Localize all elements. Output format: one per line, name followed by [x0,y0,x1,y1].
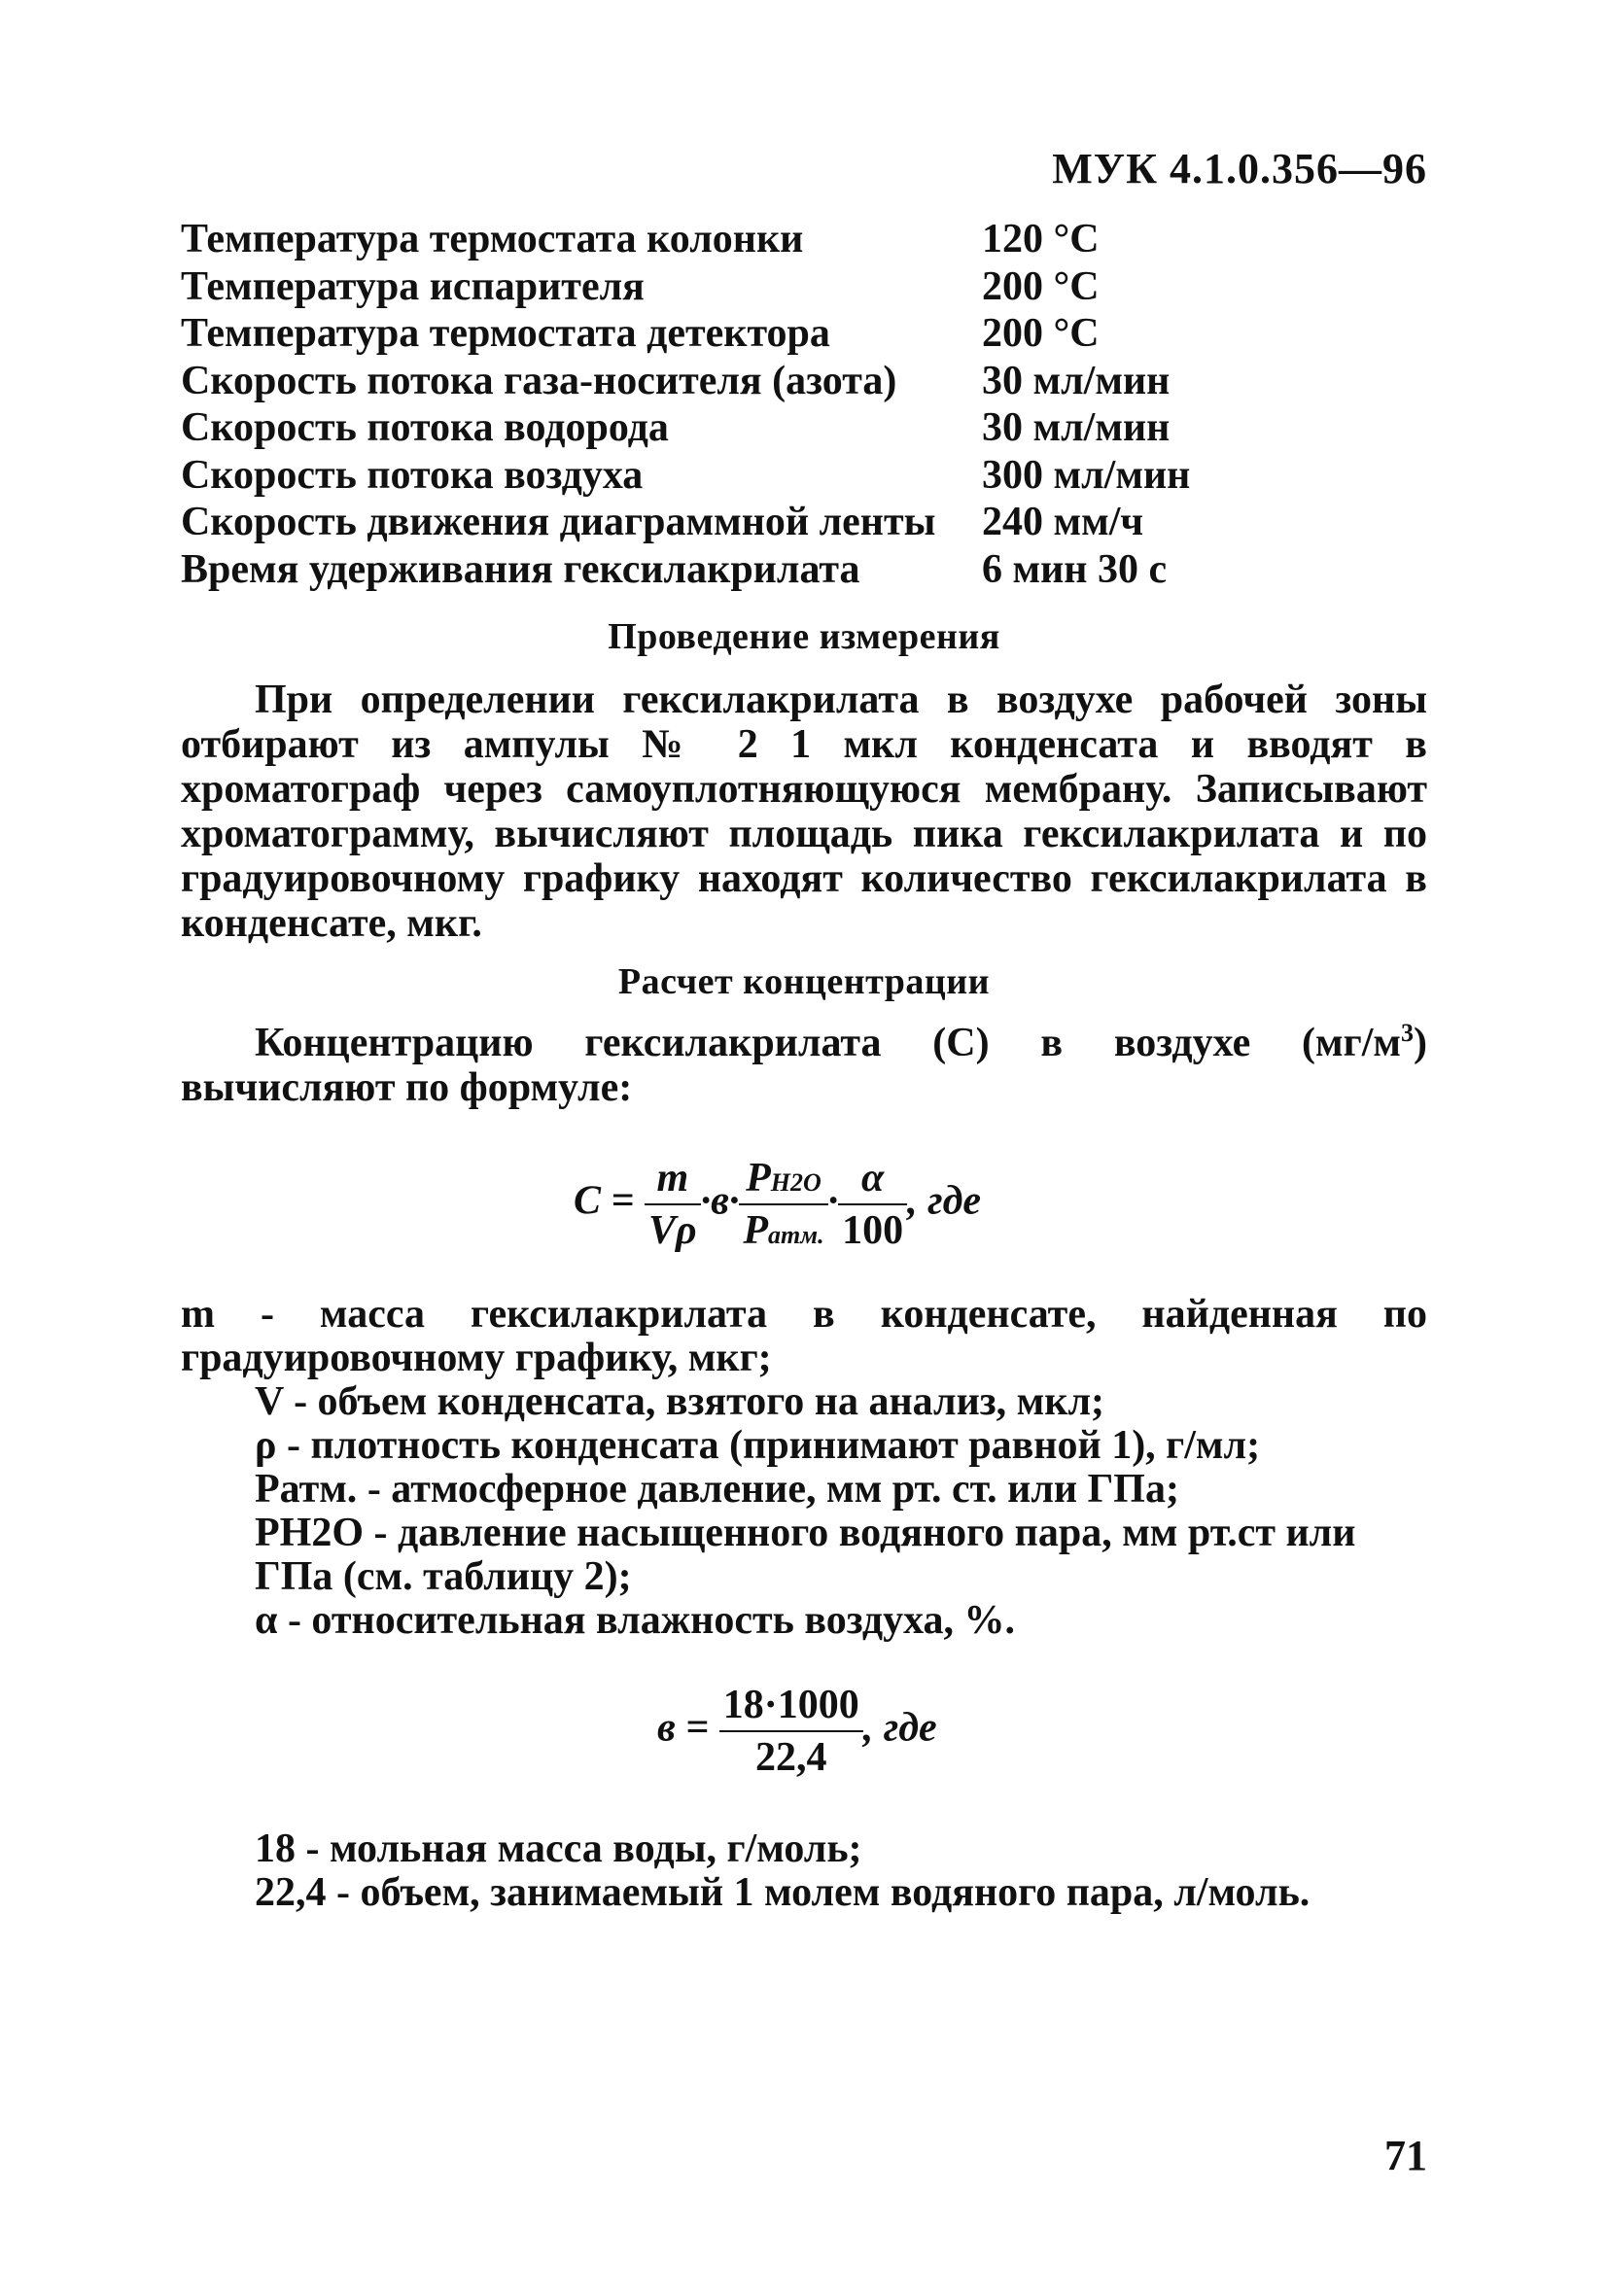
parameter-name: Скорость потока газа-носителя (азота) [181,358,897,403]
formula-operator: ·в· [700,1178,740,1224]
parameter-value: 30 мл/мин [982,358,1171,403]
symbol-subscript: H2O [770,1168,821,1197]
parameter-value: 6 мин 30 с [982,546,1168,592]
parameter-value: 300 мл/мин [982,452,1191,498]
fraction-numerator: α [838,1155,907,1205]
symbol-p-h2o: PH2O [255,1511,364,1555]
measurement-paragraph: При определении гексилакрилата в воздухе рабочей зоны отбирают из ампулы № 2 1 мкл конденсата и вводят в хроматограф через самоуплотняющуюся мембрану. Записывают хроматограмму, вычисляют площадь пика гексилакрилата и по градуировочному графику находят количество гексилакрилата в конденсате, мкг. [181,678,1427,946]
intro-text-end: ) вычисляют по формуле: [181,1021,1427,1110]
symbol-p: P [746,1156,771,1200]
parameter-row [181,452,1250,500]
fraction-alpha [838,1155,907,1254]
definition-text: - давление насыщенного водяного пара, мм рт.ст или ГПа (см. таблицу 2); [255,1511,1356,1599]
parameter-row [181,499,1250,546]
parameter-value: 240 мм/ч [982,500,1144,544]
definition-text: - атмосферное давление, мм рт. ст. или ГПа; [357,1467,1179,1512]
definition-v: V - объем конденсата, взятого на анализ, мкл; [255,1379,1105,1424]
parameter-name: Температура испарителя [181,263,645,309]
fraction-denominator: Vρ [647,1208,697,1253]
definition-m: m - масса гексилакрилата в конденсате, найденная по градуировочному графику, мкг; [181,1292,1427,1380]
calculation-heading: Расчет концентрации [617,961,991,1002]
intro-superscript: 3 [1401,1019,1414,1047]
definition-22-4: 22,4 - объем, занимаемый 1 молем водяного пара, л/моль. [255,1870,1311,1915]
parameter-row [181,546,1250,594]
definition-p-h2o [181,1512,1427,1599]
parameter-name: Скорость потока водорода [181,405,669,450]
parameter-name: Скорость движения диаграммной ленты [181,500,936,544]
fraction-denominator: 100 [842,1208,904,1253]
parameter-value: 200 °C [982,263,1100,309]
fraction-denominator [739,1205,827,1254]
parameter-row [181,310,1250,358]
fraction-pressure [739,1155,827,1254]
definition-alpha: α - относительная влажность воздуха, %. [255,1598,1016,1643]
parameter-name: Температура термостата колонки [181,217,804,261]
formula-lhs: C = [574,1178,635,1224]
parameter-value: 200 °C [982,311,1100,356]
document-code: МУК 4.1.0.356—96 [1052,145,1427,192]
symbol-subscript: атм. [768,1221,824,1249]
fraction-numerator [739,1155,827,1205]
parameter-row [181,404,1250,452]
formula-tail: , где [862,1705,937,1751]
parameters-list [181,216,1250,593]
parameter-name: Скорость потока воздуха [181,452,644,498]
fraction-denominator: 22,4 [754,1735,827,1780]
calculation-intro [181,1021,1427,1110]
intro-text: Концентрацию гексилакрилата (C) в воздухе (мг/м [255,1021,1401,1065]
parameter-row [181,358,1250,405]
concentration-formula [574,1155,981,1254]
parameter-value: 120 °C [982,217,1100,261]
definitions-list-2 [181,1827,1427,1915]
definitions-list [181,1293,1427,1643]
symbol-p-atm: Pатм. [255,1467,358,1512]
definition-rho: ρ - плотность конденсата (принимают равной 1), г/мл; [255,1423,1261,1468]
parameter-name: Время удерживания гексилакрилата [181,546,860,592]
definition-18: 18 - мольная масса воды, г/моль; [255,1826,862,1871]
page-number: 71 [1384,2132,1427,2179]
fraction-18000-over-224 [719,1682,863,1781]
formula-tail: , где [907,1178,982,1224]
parameter-value: 30 мл/мин [982,405,1171,450]
parameter-name: Температура термостата детектора [181,311,830,356]
fraction-numerator: 18·1000 [719,1682,863,1732]
fraction-numerator: m [645,1155,701,1205]
measurement-heading: Проведение измерения [608,616,1000,657]
symbol-p: P [743,1208,769,1253]
coefficient-formula [657,1682,937,1781]
parameter-row [181,263,1250,311]
formula-lhs: в = [657,1705,710,1751]
definition-p-atm [181,1468,1427,1512]
formula-operator: · [827,1178,839,1224]
fraction-m-over-vrho [645,1155,701,1254]
parameter-row [181,216,1250,263]
